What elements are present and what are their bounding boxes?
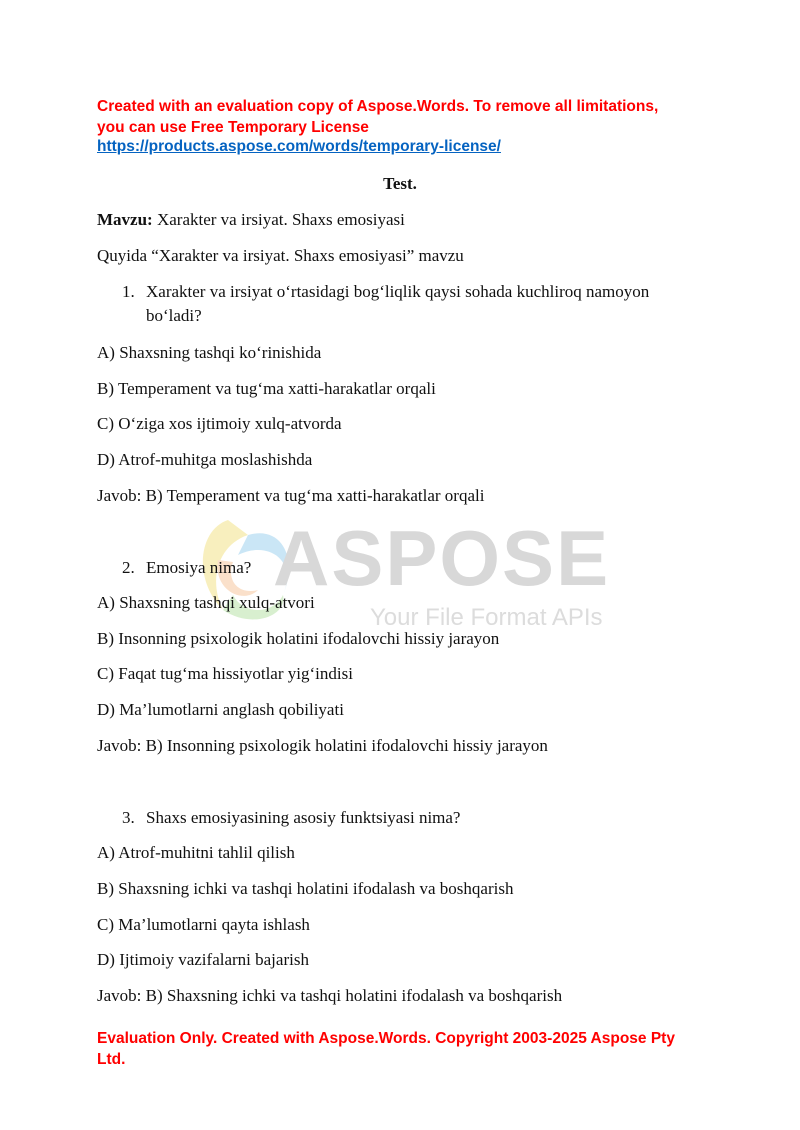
question-number: 1.	[122, 282, 135, 301]
temporary-license-link[interactable]: https://products.aspose.com/words/temporary-license/	[97, 138, 501, 155]
question-text-continued: bo‘ladi?	[146, 306, 202, 325]
answer-option: A) Shaxsning tashqi ko‘rinishida	[97, 343, 322, 362]
aspose-watermark	[188, 500, 648, 640]
answer-option: D) Atrof-muhitga moslashishda	[97, 450, 313, 469]
footer-notice-line1: Evaluation Only. Created with Aspose.Words. Copyright 2003-2025 Aspose Pty	[97, 1030, 675, 1047]
footer-notice-line2: Ltd.	[97, 1051, 126, 1068]
correct-answer: Javob: B) Temperament va tug‘ma xatti-harakatlar orqali	[97, 486, 485, 505]
topic-line	[97, 207, 405, 233]
answer-option: B) Shaxsning ichki va tashqi holatini ifodalash va boshqarish	[97, 879, 514, 898]
answer-option: A) Atrof-muhitni tahlil qilish	[97, 843, 295, 862]
question-number: 2.	[122, 558, 135, 577]
question-number: 3.	[122, 808, 135, 827]
answer-option: B) Temperament va tug‘ma xatti-harakatlar orqali	[97, 379, 436, 398]
answer-option: A) Shaxsning tashqi xulq-atvori	[97, 593, 315, 612]
watermark-brand: ASPOSE	[273, 514, 611, 602]
correct-answer: Javob: B) Shaxsning ichki va tashqi holatini ifodalash va boshqarish	[97, 986, 563, 1005]
question-text: Shaxs emosiyasining asosiy funktsiyasi nima?	[146, 808, 461, 827]
answer-option: C) Ma’lumotlarni qayta ishlash	[97, 915, 310, 934]
answer-option: D) Ijtimoiy vazifalarni bajarish	[97, 950, 309, 969]
correct-answer: Javob: B) Insonning psixologik holatini ifodalovchi hissiy jarayon	[97, 736, 548, 755]
document-title: Test.	[383, 174, 417, 193]
intro-text: Quyida “Xarakter va irsiyat. Shaxs emosiyasi” mavzu	[97, 246, 464, 265]
evaluation-notice-line1: Created with an evaluation copy of Aspose.Words. To remove all limitations,	[97, 98, 659, 115]
question-text: Emosiya nima?	[146, 558, 252, 577]
topic-label: Mavzu:	[97, 210, 153, 229]
topic-value: Xarakter va irsiyat. Shaxs emosiyasi	[152, 210, 405, 229]
answer-option: B) Insonning psixologik holatini ifodalovchi hissiy jarayon	[97, 629, 500, 648]
watermark-tagline: Your File Format APIs	[370, 604, 603, 631]
answer-option: C) Faqat tug‘ma hissiyotlar yig‘indisi	[97, 664, 353, 683]
answer-option: D) Ma’lumotlarni anglash qobiliyati	[97, 700, 344, 719]
answer-option: C) O‘ziga xos ijtimoiy xulq-atvorda	[97, 414, 342, 433]
question-text: Xarakter va irsiyat o‘rtasidagi bog‘liqlik qaysi sohada kuchliroq namoyon	[146, 282, 650, 301]
evaluation-notice-line2: you can use Free Temporary License	[97, 119, 369, 136]
